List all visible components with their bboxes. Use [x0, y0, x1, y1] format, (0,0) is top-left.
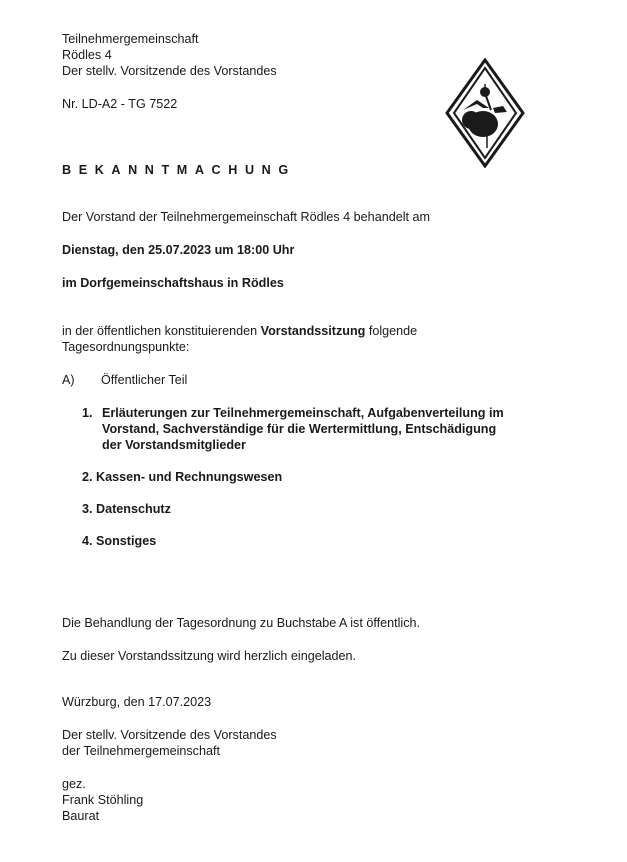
agenda-item-4 [82, 533, 156, 549]
signed-marker: gez. [62, 777, 86, 791]
header-role: Der stellv. Vorsitzende des Vorstandes [62, 64, 277, 78]
reference-number: Nr. LD-A2 - TG 7522 [62, 97, 178, 111]
agenda-item-3 [82, 501, 171, 517]
section-a-label: A) [62, 373, 75, 387]
public-note: Die Behandlung der Tagesordnung zu Buchstabe A ist öffentlich. [62, 616, 421, 630]
agenda-intro-line2: Tagesordnungspunkte: [62, 340, 190, 354]
agenda-item-number: 3. [82, 502, 93, 516]
agenda-intro-pre: in der öffentlichen konstituierenden [62, 324, 261, 338]
agenda-item-number: 1. [82, 406, 93, 420]
document-title: BEKANNTMACHUNG [62, 163, 296, 177]
agenda-item-number: 2. [82, 470, 93, 484]
agenda-intro-bold: Vorstandssitzung [260, 324, 366, 338]
agenda-intro [62, 323, 417, 339]
agenda-item-2 [82, 469, 282, 485]
meeting-location: im Dorfgemeinschaftshaus in Rödles [62, 276, 284, 290]
agenda-item-text: Sonstiges [96, 534, 157, 548]
agenda-item-text-line: der Vorstandsmitglieder [102, 438, 246, 452]
section-a-title: Öffentlicher Teil [101, 373, 188, 387]
meeting-date-time: Dienstag, den 25.07.2023 um 18:00 Uhr [62, 243, 295, 257]
agenda-item-text: Datenschutz [96, 502, 171, 516]
agenda-item-number: 4. [82, 534, 93, 548]
invitation: Zu dieser Vorstandssitzung wird herzlich eingeladen. [62, 649, 357, 663]
header-org-name: Teilnehmergemeinschaft [62, 32, 199, 46]
place-date: Würzburg, den 17.07.2023 [62, 695, 212, 709]
signature-role-line2: der Teilnehmergemeinschaft [62, 744, 220, 758]
header-org-number: Rödles 4 [62, 48, 112, 62]
diamond-emblem-icon [445, 58, 525, 168]
agenda-item-text: Kassen- und Rechnungswesen [96, 470, 283, 484]
agenda-intro-post: folgende [365, 324, 418, 338]
signatory-name: Frank Stöhling [62, 793, 144, 807]
signature-role-line1: Der stellv. Vorsitzende des Vorstandes [62, 728, 277, 742]
agenda-item-text-line: Erläuterungen zur Teilnehmergemeinschaft, Aufgabenverteilung im [102, 406, 504, 420]
signatory-title: Baurat [62, 809, 100, 823]
agenda-item-text-line: Vorstand, Sachverständige für die Wertermittlung, Entschädigung [102, 422, 497, 436]
intro-line: Der Vorstand der Teilnehmergemeinschaft Rödles 4 behandelt am [62, 210, 430, 224]
